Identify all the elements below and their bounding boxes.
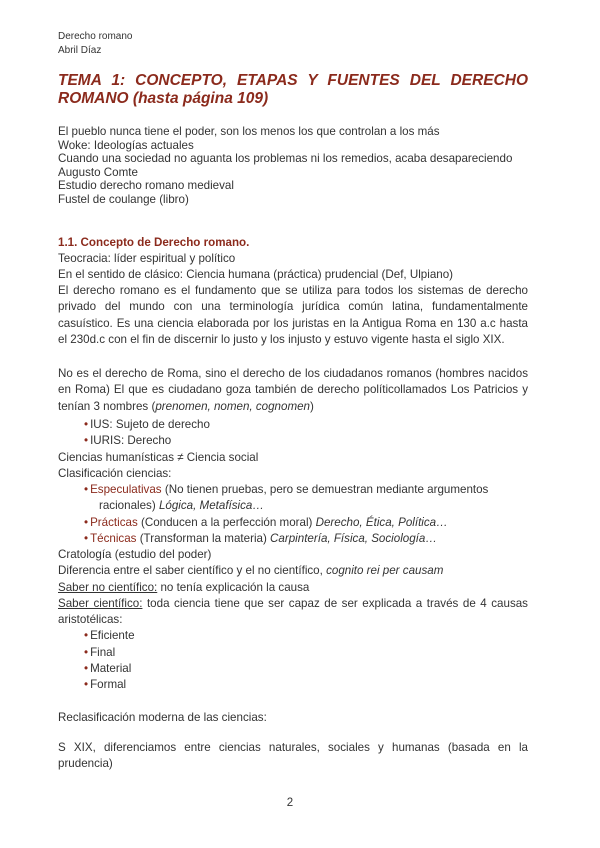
header-author: Abril Díaz <box>58 45 102 56</box>
list-item: • Eficiente <box>84 629 135 642</box>
header-subject: Derecho romano <box>58 31 133 42</box>
bullet-icon: • <box>84 662 89 675</box>
page-number: 2 <box>286 797 294 809</box>
list-item: • Formal <box>84 678 127 691</box>
document-title: TEMA 1: CONCEPTO, ETAPAS Y FUENTES DEL DERECHO ROMANO (hasta página 109) <box>58 72 528 107</box>
bullet-icon: • <box>84 483 89 496</box>
para2-end: ) <box>310 399 314 413</box>
bullet-icon: • <box>84 516 89 529</box>
para2-main: No es el derecho de Roma, sino el derecho de los ciudadanos romanos (hombres nacidos en Roma) El que es ciudadano goza también de derecho políticollamados Los Patricios y tenían 3 nombres ( <box>58 367 528 413</box>
intro-line: Estudio derecho romano medieval <box>58 179 234 192</box>
intro-line: Woke: Ideologías actuales <box>58 138 194 152</box>
sxix-paragraph: S XIX, diferenciamos entre ciencias naturales, sociales y humanas (basada en la prudencia) <box>58 741 528 771</box>
clasificacion-line: Clasificación ciencias: <box>58 467 172 480</box>
para2-names: prenomen, nomen, cognomen <box>155 399 311 413</box>
intro-block <box>58 125 528 206</box>
list-item-tecnicas: • Técnicas (Transforman la materia) Carpintería, Física, Sociología… <box>84 532 437 545</box>
teocracia-line: Teocracia: líder espiritual y político <box>58 252 236 265</box>
intro-line: El pueblo nunca tiene el poder, son los menos los que controlan a los más <box>58 125 440 138</box>
intro-line: Cuando una sociedad no aguanta los problemas ni los remedios, acaba desapareciendo <box>58 152 513 165</box>
ciencias-humanisticas-line: Ciencias humanísticas ≠ Ciencia social <box>58 451 259 464</box>
bullet-icon: • <box>84 434 89 447</box>
cratologia-line: Cratología (estudio del poder) <box>58 548 212 561</box>
paragraph-ciudadanos <box>58 366 528 415</box>
bullet-icon: • <box>84 678 89 691</box>
reclasificacion-line: Reclasificación moderna de las ciencias: <box>58 711 267 724</box>
list-item: • IUS: Sujeto de derecho <box>84 418 210 431</box>
bullet-icon: • <box>84 418 89 431</box>
saber-no-cientifico-line: Saber no científico: no tenía explicación la causa <box>58 581 310 594</box>
paragraph-derecho-romano: El derecho romano es el fundamento que se utiliza para todos los sistemas de derecho privado del mundo con una terminología jurídica común latina, fundamentalmente casuístico. Es una ciencia elaborada por los juristas en la Antigua Roma en 130 a.c hasta el 230d.c con el fin de discernir lo justo y los injusto y estuvo vigente hasta el siglo XIX. <box>58 284 528 347</box>
list-item: • Material <box>84 662 132 675</box>
intro-line: Augusto Comte <box>58 165 138 179</box>
bullet-icon: • <box>84 629 89 642</box>
list-item-practicas: • Prácticas (Conducen a la perfección moral) Derecho, Ética, Política… <box>84 516 448 529</box>
list-item-especulativas-cont: racionales) Lógica, Metafísica… <box>99 499 264 512</box>
intro-line: Fustel de coulange (libro) <box>58 192 189 206</box>
diferencia-line: Diferencia entre el saber científico y el no científico, cognito rei per causam <box>58 564 444 577</box>
section-heading: 1.1. Concepto de Derecho romano. <box>58 236 250 249</box>
list-item: • Final <box>84 646 116 659</box>
list-item: • IURIS: Derecho <box>84 434 172 447</box>
bullet-icon: • <box>84 646 89 659</box>
saber-cientifico-paragraph: Saber científico: toda ciencia tiene que ser capaz de ser explicada a través de 4 causas aristotélicas: <box>58 597 528 627</box>
list-item-especulativas: • Especulativas (No tienen pruebas, pero se demuestran mediante argumentos <box>84 483 489 496</box>
clasico-line: En el sentido de clásico: Ciencia humana (práctica) prudencial (Def, Ulpiano) <box>58 268 454 281</box>
page-header <box>58 30 132 58</box>
bullet-icon: • <box>84 532 89 545</box>
